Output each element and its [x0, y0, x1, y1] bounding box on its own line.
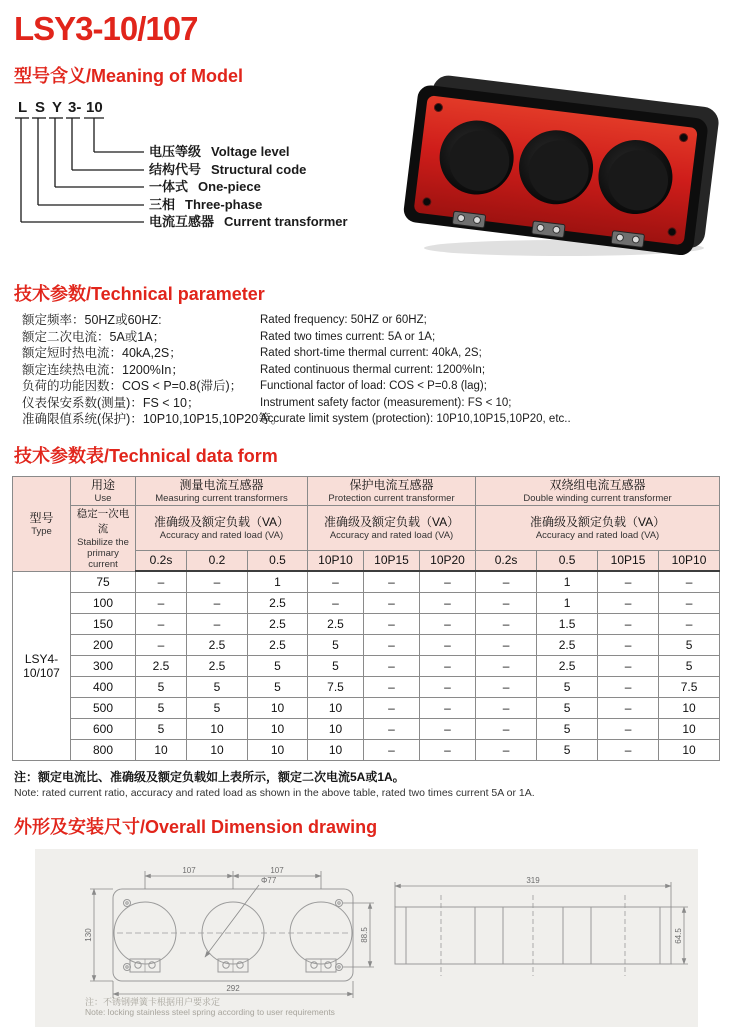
subcol-header-10P10: 10P10: [308, 550, 364, 571]
subcol-header-0.2: 0.2: [187, 550, 248, 571]
dimension-drawing-area: [35, 849, 698, 1027]
load-value-cell: –: [364, 571, 420, 592]
primary-current-cell: 300: [71, 655, 136, 676]
code-letter-10: 10: [86, 99, 103, 116]
datasheet-page: [0, 10, 730, 1017]
primary-current-cell: 150: [71, 613, 136, 634]
dim-pitch1: 107: [182, 865, 196, 875]
load-value-cell: 5: [537, 718, 598, 739]
drawing-note-en: Note: locking stainless steel spring according to user requirements: [85, 1006, 335, 1017]
load-value-cell: –: [420, 697, 476, 718]
load-value-cell: 7.5: [659, 676, 720, 697]
front-view-drawing: [75, 855, 387, 1013]
model-meaning-section: [0, 90, 730, 266]
parameter-line: Instrument safety factor (measurement): FS < 10;: [260, 396, 512, 409]
group-header-protection: 保护电流互感器 Protection current transformer: [308, 476, 476, 505]
load-value-cell: –: [420, 592, 476, 613]
load-value-cell: –: [476, 592, 537, 613]
subcol-header-10P15: 10P15: [598, 550, 659, 571]
table-row: [13, 739, 720, 760]
table-row: [13, 697, 720, 718]
subcol-header-0.2s: 0.2s: [476, 550, 537, 571]
subcol-header-0.5: 0.5: [537, 550, 598, 571]
parameter-line: Functional factor of load: COS < P=0.8 (lag);: [260, 380, 487, 392]
spec-table: [12, 476, 720, 761]
load-value-cell: 2.5: [248, 634, 308, 655]
load-value-cell: –: [364, 676, 420, 697]
load-value-cell: –: [659, 592, 720, 613]
drawing-note-cn: 注：不锈钢弹簧卡根据用户要求定: [85, 996, 221, 1007]
dimension-lines: [395, 882, 688, 964]
load-value-cell: –: [187, 613, 248, 634]
load-value-cell: 10: [187, 718, 248, 739]
table-row: [13, 655, 720, 676]
header-row-accuracy: [13, 505, 720, 550]
dim-pitch2: 107: [270, 865, 284, 875]
load-value-cell: –: [598, 739, 659, 760]
load-value-cell: 10: [248, 697, 308, 718]
group-header-double-winding: 双绕组电流互感器 Double winding current transformer: [476, 476, 720, 505]
load-value-cell: –: [364, 739, 420, 760]
table-row: [13, 676, 720, 697]
load-value-cell: –: [476, 634, 537, 655]
load-value-cell: –: [420, 718, 476, 739]
primary-current-cell: 500: [71, 697, 136, 718]
primary-current-cell: 200: [71, 634, 136, 655]
parameters-chinese: [22, 312, 284, 428]
code-letter-3: 3-: [68, 99, 82, 116]
load-value-cell: –: [136, 592, 187, 613]
parameter-line: Rated continuous thermal current: 1200%In;: [260, 363, 486, 376]
load-value-cell: –: [308, 592, 364, 613]
load-value-cell: –: [598, 718, 659, 739]
dim-side-height: 64.5: [674, 927, 683, 944]
model-code-diagram: [14, 94, 434, 244]
load-value-cell: –: [364, 613, 420, 634]
load-value-cell: 10: [248, 739, 308, 760]
table-row: [13, 634, 720, 655]
table-row: [13, 718, 720, 739]
load-value-cell: 2.5: [537, 634, 598, 655]
load-value-cell: 2.5: [187, 655, 248, 676]
load-value-cell: 10: [659, 739, 720, 760]
load-value-cell: 10: [248, 718, 308, 739]
load-value-cell: –: [598, 613, 659, 634]
primary-current-cell: 75: [71, 571, 136, 592]
load-value-cell: 5: [136, 718, 187, 739]
load-value-cell: –: [420, 676, 476, 697]
parameter-line: 额定二次电流：5A或1A；: [22, 329, 166, 344]
header-row-groups: [13, 476, 720, 505]
dim-hole-height: 88.5: [360, 926, 369, 943]
section-heading-dimensions: 外形及安装尺寸/Overall Dimension drawing: [14, 816, 378, 837]
subcol-header-10P10: 10P10: [659, 550, 720, 571]
load-value-cell: –: [364, 634, 420, 655]
load-value-cell: 2.5: [136, 655, 187, 676]
model-label-structure: 结构代号 Structural code: [149, 162, 307, 177]
code-letter-s: S: [35, 99, 46, 116]
load-value-cell: 2.5: [248, 613, 308, 634]
load-value-cell: 2.5: [537, 655, 598, 676]
load-value-cell: –: [598, 697, 659, 718]
parameter-line: Rated two times current: 5A or 1A;: [260, 330, 436, 343]
group-header-measuring: 测量电流互感器 Measuring current transformers: [136, 476, 308, 505]
table-row: [13, 592, 720, 613]
col-header-use: 用途 Use: [71, 476, 136, 505]
load-value-cell: 2.5: [308, 613, 364, 634]
load-value-cell: –: [364, 655, 420, 676]
load-value-cell: –: [598, 655, 659, 676]
load-value-cell: –: [659, 571, 720, 592]
load-value-cell: –: [420, 634, 476, 655]
load-value-cell: 10: [308, 739, 364, 760]
load-value-cell: 5: [136, 676, 187, 697]
diagram-connector-lines: [15, 118, 144, 222]
load-value-cell: –: [420, 655, 476, 676]
table-note-cn: 注：额定电流比、准确级及额定负载如上表所示，额定二次电流5A或1A。: [14, 769, 405, 784]
code-letter-y: Y: [52, 99, 63, 116]
technical-parameters: [22, 312, 730, 428]
load-value-cell: –: [659, 613, 720, 634]
parameter-line: 负荷的功能因数：COS < P=0.8(滞后)；: [22, 379, 243, 393]
model-label-voltage: 电压等级 Voltage level: [149, 144, 290, 159]
load-value-cell: –: [364, 718, 420, 739]
load-value-cell: –: [598, 634, 659, 655]
model-type-cell: LSY4-10/107: [13, 571, 71, 760]
load-value-cell: 1: [537, 571, 598, 592]
load-value-cell: –: [476, 718, 537, 739]
load-value-cell: –: [308, 571, 364, 592]
dim-side-width: 319: [526, 875, 540, 885]
load-value-cell: –: [420, 571, 476, 592]
side-view-drawing: [387, 855, 693, 1013]
subcol-header-0.2s: 0.2s: [136, 550, 187, 571]
load-value-cell: 10: [136, 739, 187, 760]
load-value-cell: 5: [187, 697, 248, 718]
section-heading-technical-parameter: 技术参数/Technical parameter: [14, 284, 265, 304]
load-value-cell: –: [598, 592, 659, 613]
code-letter-l: L: [18, 99, 28, 116]
load-value-cell: 2.5: [187, 634, 248, 655]
load-value-cell: –: [476, 676, 537, 697]
load-value-cell: –: [476, 613, 537, 634]
parameter-line: 额定连续热电流：1200%In；: [22, 362, 184, 377]
load-value-cell: –: [364, 592, 420, 613]
col-header-type: 型号 Type: [13, 476, 71, 571]
dim-diameter: Φ77: [261, 875, 277, 885]
load-value-cell: –: [136, 571, 187, 592]
load-value-cell: –: [420, 613, 476, 634]
accuracy-header-3: 准确级及额定负载（VA） Accuracy and rated load (VA): [476, 505, 720, 550]
model-label-onepiece: 一体式 One-piece: [149, 179, 261, 194]
subcol-header-10P15: 10P15: [364, 550, 420, 571]
load-value-cell: 5: [537, 676, 598, 697]
parameter-line: 仪表保安系数(测量)：FS < 10；: [22, 395, 200, 410]
load-value-cell: 10: [659, 697, 720, 718]
spec-table-body: [13, 571, 720, 760]
load-value-cell: 10: [308, 697, 364, 718]
dim-height: 130: [84, 927, 93, 942]
load-value-cell: 5: [659, 634, 720, 655]
load-value-cell: –: [476, 571, 537, 592]
page-title: LSY3-10/107: [14, 10, 198, 47]
accuracy-header-2: 准确级及额定负载（VA） Accuracy and rated load (VA): [308, 505, 476, 550]
load-value-cell: 5: [187, 676, 248, 697]
primary-current-cell: 800: [71, 739, 136, 760]
parameter-line: Rated frequency: 50HZ or 60HZ;: [260, 314, 427, 326]
load-value-cell: 5: [308, 634, 364, 655]
dim-width: 292: [226, 983, 240, 993]
load-value-cell: 1.5: [537, 613, 598, 634]
product-photo: [402, 76, 724, 262]
col-header-stabilize: 稳定一次电流 Stabilize the primary current: [71, 505, 136, 571]
load-value-cell: –: [136, 634, 187, 655]
parameter-line: 准确限值系统(保护)：10P10,10P15,10P20等。: [22, 412, 284, 426]
load-value-cell: –: [598, 676, 659, 697]
section-heading-model-meaning: 型号含义/Meaning of Model: [14, 66, 243, 86]
load-value-cell: –: [187, 571, 248, 592]
table-row: [13, 571, 720, 592]
parameter-line: 额定短时热电流：40kA,2S；: [22, 346, 182, 360]
primary-current-cell: 100: [71, 592, 136, 613]
load-value-cell: –: [476, 655, 537, 676]
terminal-symbols: [130, 959, 336, 972]
load-value-cell: 1: [248, 571, 308, 592]
primary-current-cell: 400: [71, 676, 136, 697]
parameter-line: Rated short-time thermal current: 40kA, 2S;: [260, 347, 482, 359]
model-label-ct: 电流互感器 Current transformer: [149, 214, 348, 229]
parameter-line: Accurate limit system (protection): 10P10,10P15,10P20, etc..: [260, 413, 571, 425]
load-value-cell: 5: [537, 739, 598, 760]
load-value-cell: 5: [308, 655, 364, 676]
load-value-cell: 2.5: [248, 592, 308, 613]
load-value-cell: 5: [248, 676, 308, 697]
load-value-cell: 5: [537, 697, 598, 718]
load-value-cell: –: [364, 697, 420, 718]
load-value-cell: –: [476, 739, 537, 760]
load-value-cell: –: [420, 739, 476, 760]
product-photo-image: [402, 76, 724, 262]
section-heading-data-form: 技术参数表/Technical data form: [14, 445, 278, 466]
model-label-threephase: 三相 Three-phase: [149, 197, 263, 212]
load-value-cell: –: [187, 592, 248, 613]
table-note-en: Note: rated current ratio, accuracy and rated load as shown in the above table, rated two times current 5A or 1A.: [14, 786, 535, 799]
load-value-cell: 1: [537, 592, 598, 613]
load-value-cell: –: [476, 697, 537, 718]
accuracy-header-1: 准确级及额定负载（VA） Accuracy and rated load (VA): [136, 505, 308, 550]
table-row: [13, 613, 720, 634]
load-value-cell: –: [136, 613, 187, 634]
load-value-cell: 10: [187, 739, 248, 760]
load-value-cell: 10: [308, 718, 364, 739]
primary-current-cell: 600: [71, 718, 136, 739]
load-value-cell: 5: [248, 655, 308, 676]
load-value-cell: 5: [136, 697, 187, 718]
subcol-header-10P20: 10P20: [420, 550, 476, 571]
load-value-cell: –: [598, 571, 659, 592]
dimension-lines: [90, 871, 374, 998]
load-value-cell: 5: [659, 655, 720, 676]
parameter-line: 额定频率：50HZ或60HZ:: [22, 313, 162, 327]
subcol-header-0.5: 0.5: [248, 550, 308, 571]
load-value-cell: 10: [659, 718, 720, 739]
parameters-english: [260, 312, 730, 428]
load-value-cell: 7.5: [308, 676, 364, 697]
